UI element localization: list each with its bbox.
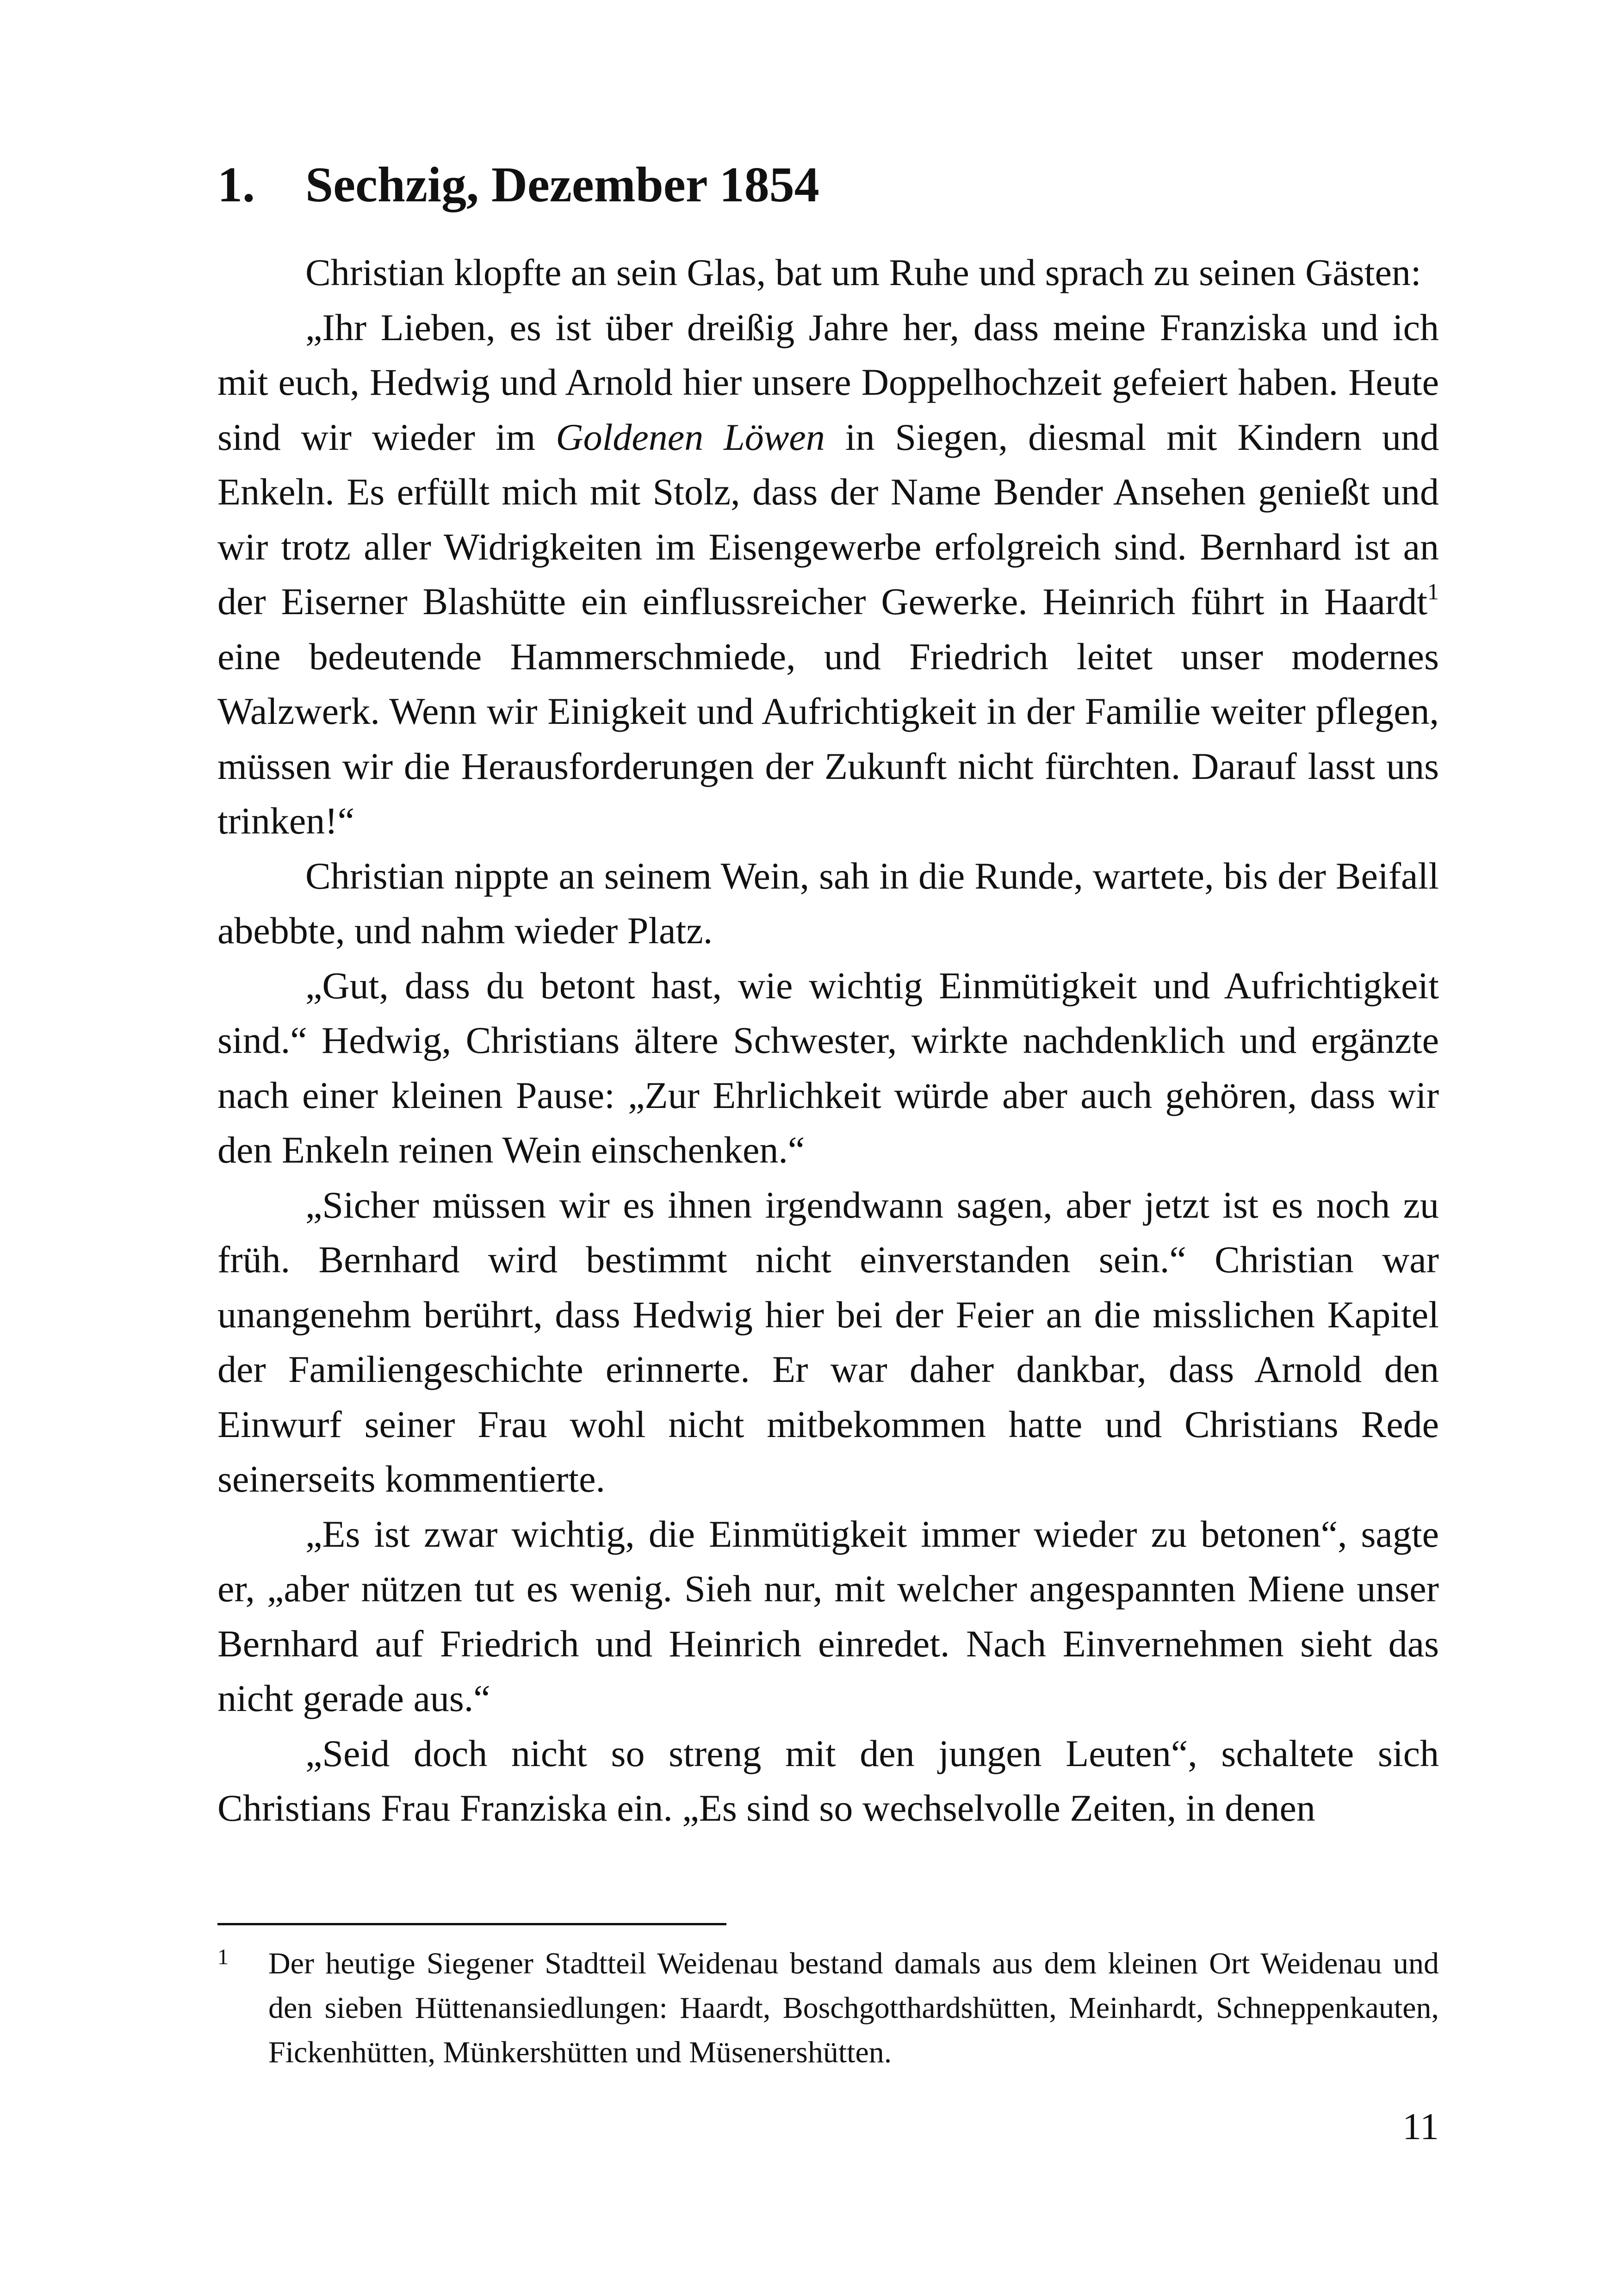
paragraph-1: Christian klopfte an sein Glas, bat um Ruhe und sprach zu seinen Gästen: <box>305 251 1421 293</box>
chapter-heading <box>217 153 1439 218</box>
footnote-mark: 1 <box>217 1945 229 1969</box>
paragraph-6: „Es ist zwar wichtig, die Einmütigkeit immer wieder zu betonen“, sagte er, „aber nützen tut es wenig. Sieh nur, mit welcher angespannten Miene unser Bernhard auf Friedrich und Heinrich einredet. Nach Einvernehmen sieht das nicht gerade aus.“ <box>217 1512 1439 1719</box>
footnote-1 <box>217 1941 1439 2075</box>
paragraph-2-part-a: „Ihr Lieben, es ist über dreißig Jahre her, dass meine Franziska und ich mit euch, Hedwig und Arnold hier unsere Doppelhochzeit gefeiert haben. Heute sind wir wieder im <box>217 306 1439 458</box>
footnotes <box>217 1941 1439 2075</box>
footnote-reference[interactable]: 1 <box>1427 579 1439 604</box>
footnote-divider <box>217 1923 726 1925</box>
chapter-number: 1. <box>217 157 255 212</box>
paragraph-3: Christian nippte an seinem Wein, sah in die Runde, wartete, bis der Beifall abebbte, und nahm wieder Platz. <box>217 854 1439 952</box>
paragraph-4: „Gut, dass du betont hast, wie wichtig Einmütigkeit und Aufrichtigkeit sind.“ Hedwig, Christians ältere Schwester, wirkte nachdenklich und ergänzte nach einer kleinen Pause: „Zur Ehrlichkeit würde aber auch gehören, dass wir den Enkeln reinen Wein einschenken.“ <box>217 964 1439 1171</box>
paragraph-2-part-c: eine bedeutende Hammerschmiede, und Friedrich leitet unser modernes Walzwerk. Wenn wir Einigkeit und Aufrichtigkeit in der Familie weiter pflegen, müssen wir die Herausforderungen der Zukunft nicht fürchten. Darauf lasst uns trinken!“ <box>217 635 1439 842</box>
chapter-title: Sechzig, Dezember 1854 <box>305 157 819 212</box>
paragraph-5: „Sicher müssen wir es ihnen irgendwann sagen, aber jetzt ist es noch zu früh. Bernhard wird bestimmt nicht einverstanden sein.“ Christian war unangenehm berührt, dass Hedwig hier bei der Feier an die misslichen Kapitel der Familiengeschichte erinnerte. Er war daher dankbar, dass Arnold den Einwurf seiner Frau wohl nicht mitbekommen hatte und Christians Rede seinerseits kommentierte. <box>217 1183 1439 1500</box>
page-number: 11 <box>1402 2105 1439 2147</box>
body-text <box>217 245 1439 1836</box>
paragraph-2-part-b: in Siegen, diesmal mit Kindern und Enkeln. Es erfüllt mich mit Stolz, dass der Name Bender Ansehen genießt und wir trotz aller Widrigkeiten im Eisengewerbe erfolgreich sind. Bernhard ist an der Eiserner Blashütte ein einflussreicher Gewerke. Heinrich führt in Haardt <box>217 416 1439 622</box>
page-content <box>217 153 1439 1836</box>
paragraph-7: „Seid doch nicht so streng mit den jungen Leuten“, schaltete sich Christians Frau Franziska ein. „Es sind so wechselvolle Zeiten, in denen <box>217 1732 1439 1829</box>
footnote-text: Der heutige Siegener Stadtteil Weidenau bestand damals aus dem kleinen Ort Weidenau und den sieben Hüttenansiedlungen: Haardt, Boschgotthardshütten, Meinhardt, Schneppenkauten, Fickenhütten, Münkershütten und Müsenershütten. <box>268 1947 1439 2069</box>
paragraph-2 <box>217 300 1439 849</box>
inn-name-italic: Goldenen Löwen <box>556 416 825 458</box>
